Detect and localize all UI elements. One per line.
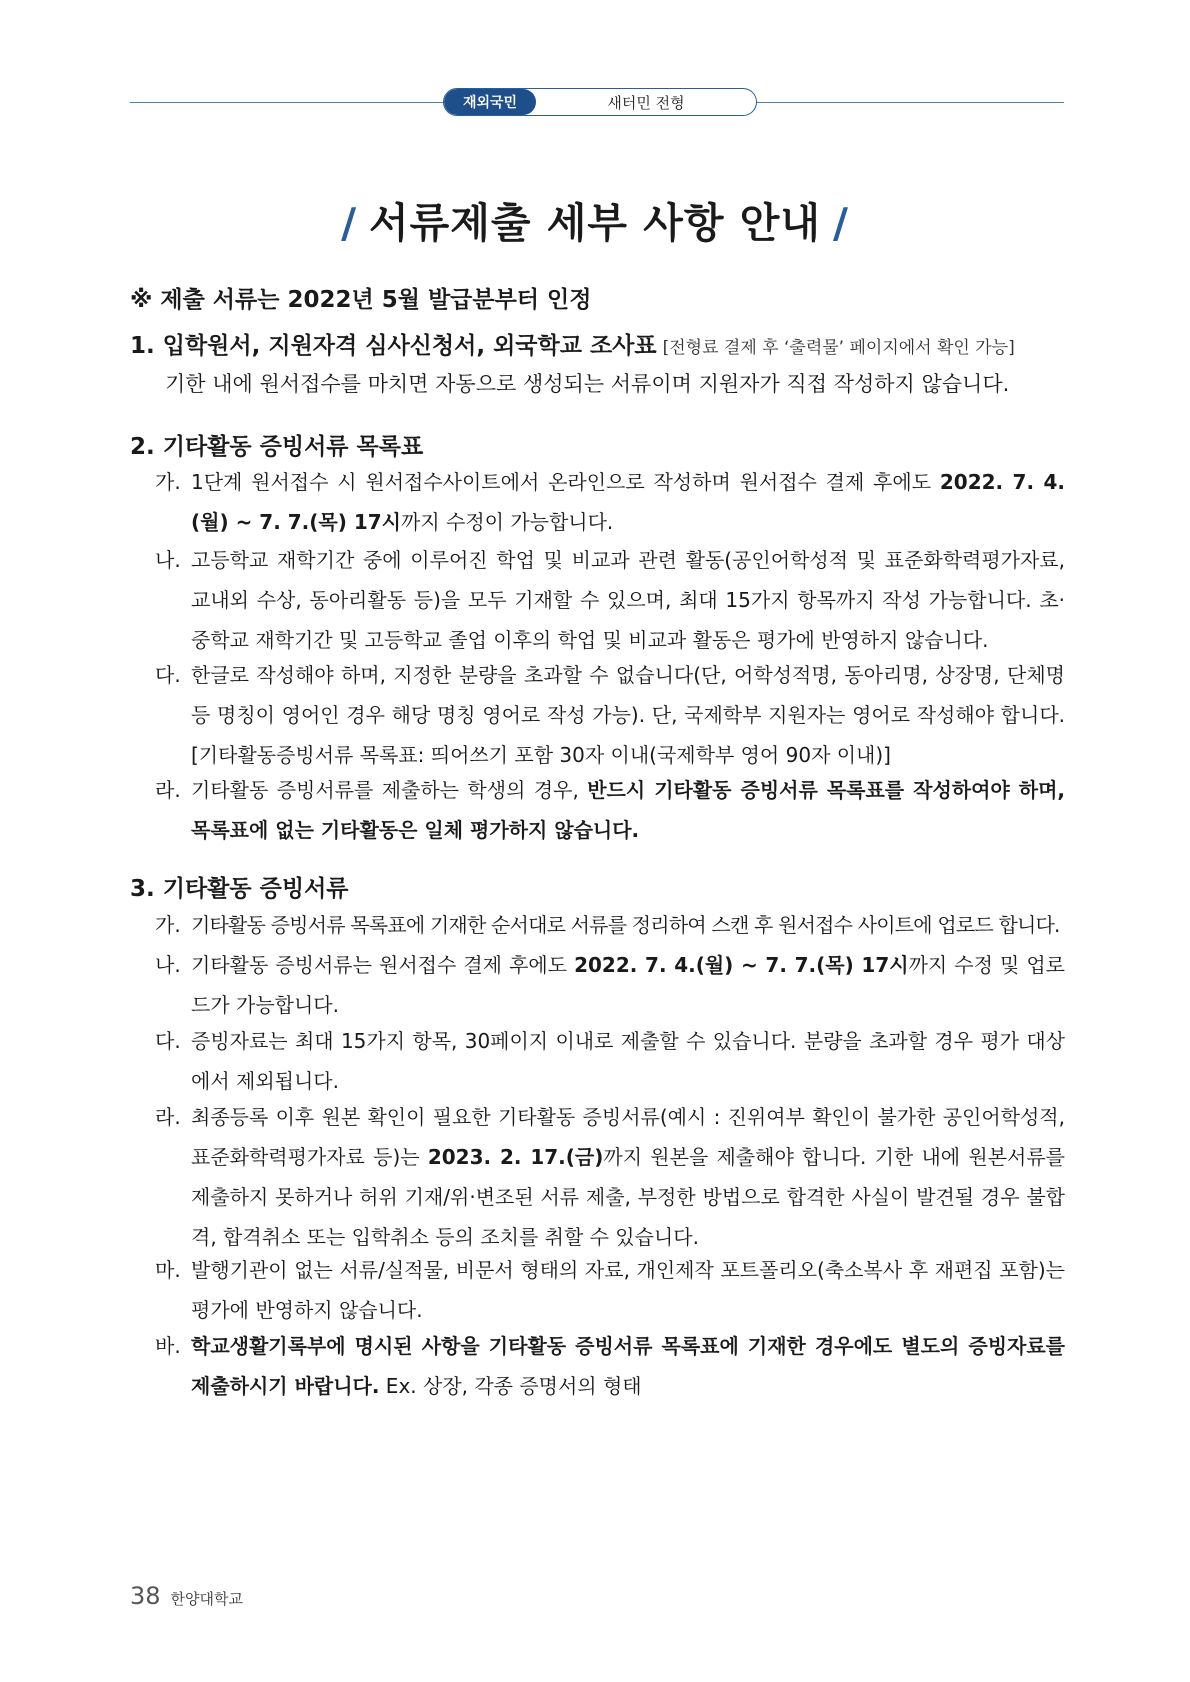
title-slash-right: / — [832, 199, 849, 247]
section2-heading: 2. 기타활동 증빙서류 목록표 — [130, 434, 424, 460]
item-text: 까지 원본을 제출해야 합니다. 기한 내에 원본서류를 제출하지 못하거나 허위 기재/위·변조된 서류 제출, 부정한 방법으로 합격한 사실이 발견될 경우 불합격, 합격취소 또는 입학취소 등의 조치를 취할 수 있습니다. — [191, 1145, 1065, 1249]
item-bold-text: 학교생활기록부에 명시된 사항을 기타활동 증빙서류 목록표에 기재한 경우에도 별도의 증빙자료를 제출하시기 바랍니다. — [191, 1334, 1065, 1398]
item-marker: 가. — [155, 913, 181, 937]
section2-item-na — [155, 540, 1065, 660]
item-marker: 라. — [155, 778, 181, 802]
section3-item-ma — [155, 1250, 1065, 1330]
section3-heading: 3. 기타활동 증빙서류 — [130, 876, 349, 902]
section1-heading — [130, 327, 1015, 360]
page-title — [0, 190, 1190, 249]
title-slash-left: / — [341, 199, 358, 247]
section1-note: [전형료 결제 후 ‘출력물’ 페이지에서 확인 가능] — [662, 338, 1015, 358]
section2-item-ra — [155, 770, 1065, 850]
item-marker: 바. — [155, 1334, 181, 1358]
item-bold-text: 반드시 기타활동 증빙서류 목록표를 작성하여야 하며, 목록표에 없는 기타활동은 일체 평가하지 않습니다. — [191, 778, 1066, 842]
item-marker: 나. — [155, 548, 181, 572]
item-text: 까지 수정 및 업로드가 가능합니다. — [191, 953, 1066, 1017]
section3-item-na — [155, 945, 1065, 1025]
item-bold-text: 2022. 7. 4.(월) ~ 7. 7.(목) 17시 — [191, 470, 1065, 534]
item-text: 최종등록 이후 원본 확인이 필요한 기타활동 증빙서류(예시 : 진위여부 확인이 불가한 공인어학성적, 표준화학력평가자료 등)는 — [191, 1105, 1065, 1169]
item-text: 증빙자료는 최대 15가지 항목, 30페이지 이내로 제출할 수 있습니다. 분량을 초과할 경우 평가 대상에서 제외됩니다. — [191, 1029, 1065, 1093]
page-number: 38 — [130, 1582, 161, 1610]
item-text: 1단계 원서접수 시 원서접수사이트에서 온라인으로 작성하며 원서접수 결제 후에도 — [191, 470, 940, 494]
section3-item-ba — [155, 1326, 1065, 1406]
section3-item-ra — [155, 1097, 1065, 1257]
item-text: 기타활동 증빙서류 목록표에 기재한 순서대로 서류를 정리하여 스캔 후 원서접수 사이트에 업로드 합니다. — [191, 913, 1060, 937]
item-bold-text: 2023. 2. 17.(금) — [427, 1145, 604, 1169]
section2-item-ga — [155, 462, 1065, 542]
item-bold-text: 2022. 7. 4.(월) ~ 7. 7.(목) 17시 — [574, 953, 909, 977]
title-text: 서류제출 세부 사항 안내 — [369, 199, 821, 247]
header-badge — [443, 88, 757, 116]
item-text: 까지 수정이 가능합니다. — [401, 510, 614, 534]
item-text: 고등학교 재학기간 중에 이루어진 학업 및 비교과 관련 활동(공인어학성적 및 표준화학력평가자료, 교내외 수상, 동아리활동 등)을 모두 기재할 수 있으며, 최대 15가지 항목까지 작성 가능합니다. 초·중학교 재학기간 및 고등학교 졸업 이후의 학업 및 비교과 활동은 평가에 반영하지 않습니다. — [191, 548, 1065, 652]
section2-item-da — [155, 655, 1065, 775]
item-text: 기타활동 증빙서류는 원서접수 결제 후에도 — [191, 953, 575, 977]
section1-body: 기한 내에 원서접수를 마치면 자동으로 생성되는 서류이며 지원자가 직접 작성하지 않습니다. — [165, 372, 1010, 396]
header-label: 새터민 전형 — [607, 93, 685, 112]
item-marker: 다. — [155, 663, 181, 687]
item-marker: 나. — [155, 953, 181, 977]
section1-title: 1. 입학원서, 지원자격 심사신청서, 외국학교 조사표 — [130, 333, 657, 359]
item-marker: 다. — [155, 1029, 181, 1053]
section3-item-ga — [155, 905, 1065, 945]
header-tag: 재외국민 — [444, 89, 536, 115]
item-marker: 라. — [155, 1105, 181, 1129]
page-footer — [130, 1582, 243, 1610]
university-name: 한양대학교 — [170, 1590, 243, 1608]
item-text: 한글로 작성해야 하며, 지정한 분량을 초과할 수 없습니다(단, 어학성적명, 동아리명, 상장명, 단체명 등 명칭이 영어인 경우 해당 명칭 영어로 작성 가능). 단, 국제학부 지원자는 영어로 작성해야 합니다. [기타활동증빙서류 목록표: 띄어쓰기 포함 30자 이내(국제학부 영어 90자 이내)] — [191, 663, 1065, 767]
item-marker: 가. — [155, 470, 181, 494]
notice: ※ 제출 서류는 2022년 5월 발급분부터 인정 — [130, 287, 592, 313]
item-marker: 마. — [155, 1258, 181, 1282]
item-text: 기타활동 증빙서류를 제출하는 학생의 경우, — [191, 778, 588, 802]
section3-item-da — [155, 1021, 1065, 1101]
item-text: Ex. 상장, 각종 증명서의 형태 — [379, 1374, 642, 1398]
item-text: 발행기관이 없는 서류/실적물, 비문서 형태의 자료, 개인제작 포트폴리오(축소복사 후 재편집 포함)는 평가에 반영하지 않습니다. — [191, 1258, 1065, 1322]
